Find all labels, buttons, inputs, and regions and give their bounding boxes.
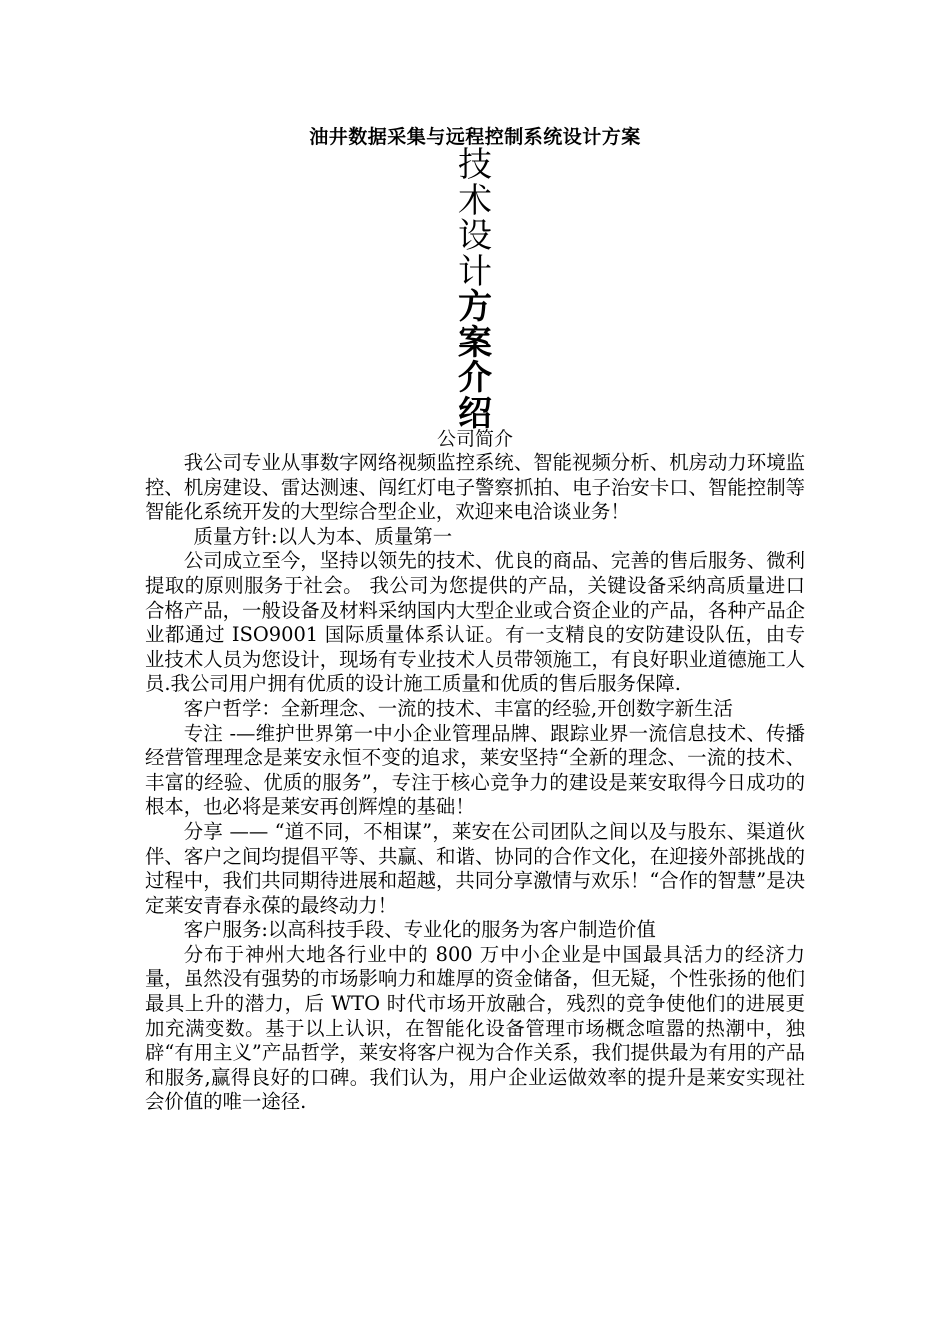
- heading-char: 设: [458, 216, 492, 256]
- heading-char: 绍: [458, 393, 492, 434]
- customer-philosophy-line: 客户哲学：全新理念、一流的技术、丰富的经验,开创数字新生活: [183, 696, 733, 720]
- heading-char: 介: [458, 358, 492, 398]
- body-text: [145, 451, 805, 1115]
- paragraph-focus: 专注 -—维护世界第一中小企业管理品牌、跟踪业界一流信息技术、传播经营管理理念是莱安永恒不变的追求，莱安坚持“全新的理念、一流的技术、丰富的经验、优质的服务”，专注于核心竞争力的建设是莱安取得今日成功的根本，也必将是莱安再创辉煌的基础！: [145, 721, 805, 819]
- paragraph-share: 分享 —— “道不同，不相谋”，莱安在公司团队之间以及与股东、渠道伙伴、客户之间均提倡平等、共赢、和谐、协同的合作文化，在迎接外部挑战的过程中，我们共同期待进展和超越，共同分享激情与欢乐！“合作的智慧”是决定莱安青春永葆的最终动力！: [145, 819, 805, 917]
- heading-char: 案: [458, 322, 492, 363]
- section-heading: 公司简介: [436, 428, 513, 450]
- heading-char: 方: [458, 287, 492, 327]
- heading-char: 计: [458, 251, 492, 292]
- heading-char: 技: [458, 145, 492, 185]
- heading-char: 术: [458, 180, 492, 221]
- document-title: 油井数据采集与远程控制系统设计方案: [309, 126, 641, 148]
- vertical-heading: [454, 145, 496, 434]
- paragraph-intro: 我公司专业从事数字网络视频监控系统、智能视频分析、机房动力环境监控、机房建设、雷达测速、闯红灯电子警察抓拍、电子治安卡口、智能控制等智能化系统开发的大型综合型企业，欢迎来电洽谈业务！: [145, 451, 805, 524]
- paragraph-company: 公司成立至今，坚持以领先的技术、优良的商品、完善的售后服务、微利提取的原则服务于社会。 我公司为您提供的产品，关键设备采纳高质量进口合格产品，一般设备及材料采纳国内大型企业或合资企业的产品，各种产品企业都通过 ISO9001 国际质量体系认证。有一支精良的安防建设队伍，由专业技术人员为您设计，现场有专业技术人员带领施工，有良好职业道德施工人员.我公司用户拥有优质的设计施工质量和优质的售后服务保障.: [145, 549, 805, 696]
- paragraph-market: 分布于神州大地各行业中的 800 万中小企业是中国最具活力的经济力量，虽然没有强势的市场影响力和雄厚的资金储备，但无疑，个性张扬的他们最具上升的潜力，后 WTO 时代市场开放融合，残烈的竞争使他们的进展更加充满变数。基于以上认识，在智能化设备管理市场概念喧嚣的热潮中，独辟“有用主义”产品哲学，莱安将客户视为合作关系，我们提供最为有用的产品和服务,赢得良好的口碑。我们认为，用户企业运做效率的提升是莱安实现社会价值的唯一途径.: [145, 942, 805, 1114]
- quality-policy-line: 质量方针:以人为本、质量第一: [193, 524, 453, 548]
- customer-service-line: 客户服务:以高科技手段、专业化的服务为客户制造价值: [183, 918, 656, 942]
